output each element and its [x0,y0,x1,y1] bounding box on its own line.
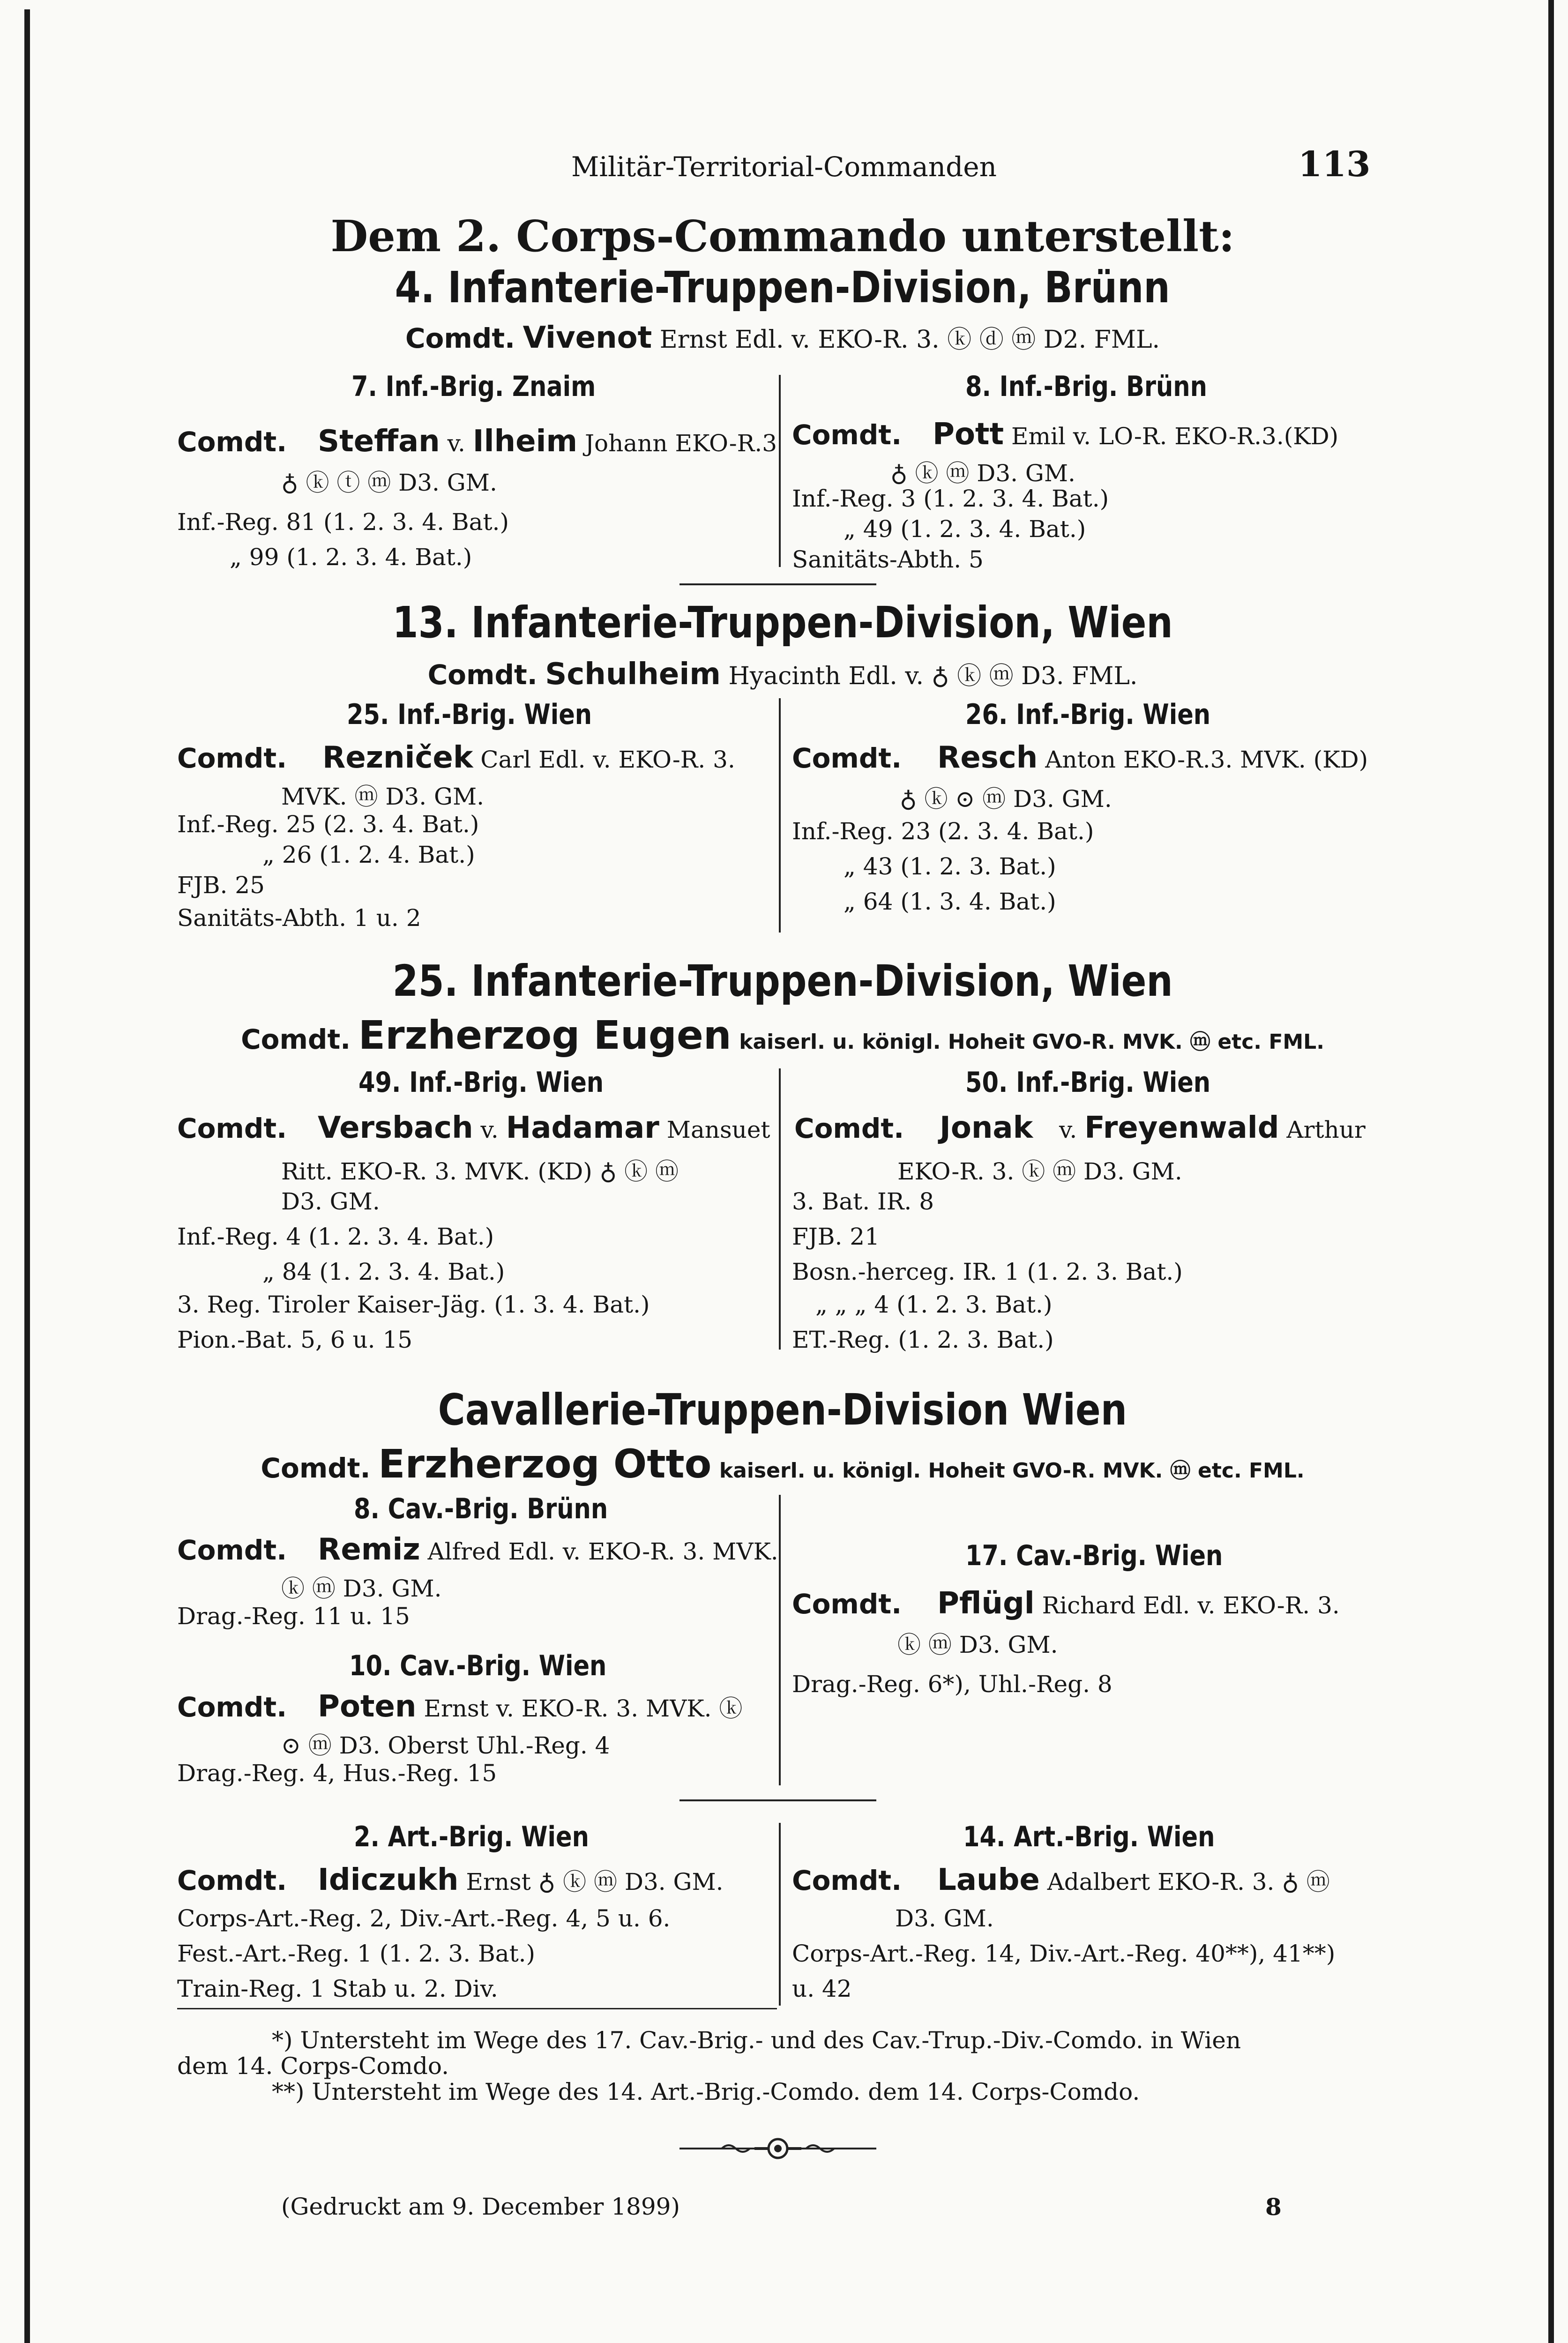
art-left-line2: Corps-Art.-Reg. 2, Div.-Art.-Reg. 4, 5 u. 6. [177,1905,671,1932]
div4-comdt-label: Comdt. [405,322,515,354]
separator-rule [679,583,876,585]
div25-column-divider [779,1068,781,1350]
cav-b10-comdt-label: Comdt. [177,1691,287,1723]
div13-commander [159,656,1406,692]
div13-left-line6: Sanitäts-Abth. 1 u. 2 [177,904,421,932]
cav-b17-comdt-label: Comdt. [792,1588,902,1620]
div13-left-commander [177,740,735,775]
div25-left-comdt-label: Comdt. [177,1112,287,1144]
div4-right-line3: Inf.-Reg. 3 (1. 2. 3. 4. Bat.) [792,485,1109,512]
art-left-commander [177,1863,724,1897]
art-right-line2: D3. GM. [895,1905,994,1932]
footnote-1-line1: *) Untersteht im Wege des 17. Cav.-Brig.- und des Cav.-Trup.-Div.-Comdo. in Wien [272,2027,1241,2054]
div13-heading-wrap [159,597,1406,648]
cav-column-divider [779,1495,781,1785]
div25-right-comdt-name2: Freyenwald [1084,1111,1279,1145]
div25-left-line5: „ 84 (1. 2. 3. 4. Bat.) [262,1258,505,1285]
cav-b8-commander [177,1532,778,1567]
art-left-line4: Train-Reg. 1 Stab u. 2. Div. [177,1975,498,2002]
div25-left-commander [177,1111,770,1145]
div4-left-comdt-name: Steffan [318,424,440,459]
div25-right-line7: ET.-Reg. (1. 2. 3. Bat.) [792,1326,1054,1353]
div13-right-comdt-label: Comdt. [792,742,902,774]
div13-right-comdt-rest: Anton EKO-R.3. MVK. (KD) [1045,746,1368,773]
div25-right-comdt-label: Comdt. [794,1112,904,1144]
cav-comdt-rest: kaiserl. u. königl. Hoheit GVO-R. MVK. ⓜ etc. FML. [719,1459,1305,1483]
div4-left-comdt-rest: Johann EKO-R.3 [585,430,777,457]
div13-column-divider [779,698,781,933]
cav-b8-comdt-name: Remiz [318,1532,420,1567]
div25-left-v: v. [480,1116,499,1143]
div25-commander [159,1012,1406,1058]
div25-left-comdt-name2: Hadamar [506,1111,659,1145]
div13-title: 13. Infanterie-Truppen-Division, Wien [392,597,1173,648]
cav-b8-comdt-label: Comdt. [177,1534,287,1566]
div13-right-line5: „ 64 (1. 3. 4. Bat.) [844,888,1056,915]
div13-right-line4: „ 43 (1. 2. 3. Bat.) [844,853,1056,880]
footnote-1-line2: dem 14. Corps-Comdo. [177,2052,449,2080]
main-heading: Dem 2. Corps-Commando unterstellt: [330,211,1235,261]
div4-title: 4. Infanterie-Truppen-Division, Brünn [395,262,1171,313]
div13-right-comdt-name: Resch [937,740,1038,775]
div25-left-line7: Pion.-Bat. 5, 6 u. 15 [177,1326,413,1353]
div4-left-comdt-name2: Ilheim [472,424,578,459]
div13-comdt-label: Comdt. [427,659,538,691]
div4-right-comdt-name: Pott [933,417,1004,452]
art-right-comdt-name: Laube [937,1863,1040,1897]
div4-right-line2: ♁ ⓚ ⓜ D3. GM. [890,460,1075,487]
div25-right-comdt-name: Jonak [940,1111,1033,1145]
div4-comdt-rest: Ernst Edl. v. EKO-R. 3. ⓚ ⓓ ⓜ D2. FML. [659,326,1160,354]
div13-left-line4: „ 26 (1. 2. 4. Bat.) [262,841,475,868]
div4-right-comdt-label: Comdt. [792,419,902,451]
div4-commander [159,320,1406,355]
div4-left-v: v. [447,430,465,457]
art-right-line3: Corps-Art.-Reg. 14, Div.-Art.-Reg. 40**), 41**) [792,1940,1336,1967]
cav-b10-head: 10. Cav.-Brig. Wien [349,1649,607,1682]
cav-b8-comdt-rest: Alfred Edl. v. EKO-R. 3. MVK. [427,1538,778,1565]
div13-right-line3: Inf.-Reg. 23 (2. 3. 4. Bat.) [792,818,1094,845]
footer-printed-date: (Gedruckt am 9. December 1899) [281,2193,680,2220]
div4-heading-wrap [159,262,1406,313]
footnote-rule [177,2008,777,2009]
art-left-comdt-rest: Ernst ♁ ⓚ ⓜ D3. GM. [466,1868,724,1895]
cav-b17-comdt-name: Pflügl [937,1586,1035,1621]
art-left-comdt-label: Comdt. [177,1865,287,1896]
div4-column-divider [779,375,781,567]
div13-right-line2: ♁ ⓚ ⊙ ⓜ D3. GM. [900,785,1112,813]
div25-right-line5: Bosn.-herceg. IR. 1 (1. 2. 3. Bat.) [792,1258,1183,1285]
div25-left-brigade-head: 49. Inf.-Brig. Wien [358,1066,604,1099]
art-right-comdt-rest: Adalbert EKO-R. 3. ♁ ⓜ [1047,1868,1330,1895]
div13-left-comdt-label: Comdt. [177,742,287,774]
div25-left-line4: Inf.-Reg. 4 (1. 2. 3. 4. Bat.) [177,1223,494,1250]
cav-b8-line2: ⓚ ⓜ D3. GM. [281,1575,442,1602]
div13-left-line2: MVK. ⓜ D3. GM. [281,783,485,810]
page-border-left [24,9,30,2343]
div4-right-commander [792,417,1338,452]
div4-left-line3: Inf.-Reg. 81 (1. 2. 3. 4. Bat.) [177,508,509,536]
cav-heading-wrap [159,1385,1406,1435]
div25-right-line6: „ „ „ 4 (1. 2. 3. Bat.) [815,1291,1053,1318]
separator-rule [679,1799,876,1801]
art-right-head: 14. Art.-Brig. Wien [963,1821,1215,1853]
cav-b17-head: 17. Cav.-Brig. Wien [965,1539,1223,1572]
div4-comdt-name: Vivenot [523,321,652,355]
cav-b8-head: 8. Cav.-Brig. Brünn [354,1492,608,1525]
div25-right-v: v. [1059,1116,1077,1143]
div25-right-commander [794,1111,1366,1145]
cav-b17-comdt-rest: Richard Edl. v. EKO-R. 3. [1042,1592,1340,1619]
div13-right-brigade-head: 26. Inf.-Brig. Wien [965,698,1211,731]
cav-comdt-label: Comdt. [261,1452,371,1484]
div25-comdt-name: Erzherzog Eugen [358,1012,732,1058]
cav-b10-comdt-rest: Ernst v. EKO-R. 3. MVK. ⓚ [424,1695,743,1722]
cav-b8-line3: Drag.-Reg. 11 u. 15 [177,1603,410,1630]
div4-right-comdt-rest: Emil v. LO-R. EKO-R.3.(KD) [1011,423,1339,450]
cav-b17-line3: Drag.-Reg. 6*), Uhl.-Reg. 8 [792,1671,1113,1698]
div25-left-line6: 3. Reg. Tiroler Kaiser-Jäg. (1. 3. 4. Bat.) [177,1291,650,1318]
div13-comdt-rest: Hyacinth Edl. v. ♁ ⓚ ⓜ D3. FML. [728,662,1138,690]
div13-left-comdt-name: Rezniček [322,740,473,775]
div25-left-line2: Ritt. EKO-R. 3. MVK. (KD) ♁ ⓚ ⓜ [281,1158,679,1185]
div13-left-line5: FJB. 25 [177,872,265,899]
div13-comdt-name: Schulheim [545,657,721,692]
cav-b10-line2: ⊙ ⓜ D3. Oberst Uhl.-Reg. 4 [281,1732,610,1759]
page-border-right [1548,0,1554,2343]
div25-left-comdt-name: Versbach [318,1111,473,1145]
div25-comdt-rest: kaiserl. u. königl. Hoheit GVO-R. MVK. ⓜ etc. FML. [739,1030,1324,1054]
art-left-line3: Fest.-Art.-Reg. 1 (1. 2. 3. Bat.) [177,1940,536,1967]
art-right-line4: u. 42 [792,1975,852,2002]
cav-commander [159,1441,1406,1487]
footer-signature: 8 [1265,2193,1282,2221]
div25-right-line3: 3. Bat. IR. 8 [792,1188,934,1215]
div4-left-comdt-label: Comdt. [177,426,287,458]
div13-left-brigade-head: 25. Inf.-Brig. Wien [347,698,592,731]
div25-right-line4: FJB. 21 [792,1223,880,1250]
div25-left-comdt-rest: Mansuet [666,1116,770,1143]
div25-left-line3: D3. GM. [281,1188,380,1215]
page-number: 113 [1298,144,1371,185]
div4-left-line2: ♁ ⓚ ⓣ ⓜ D3. GM. [281,469,497,496]
art-right-comdt-label: Comdt. [792,1865,902,1896]
div25-right-brigade-head: 50. Inf.-Brig. Wien [965,1066,1211,1099]
div25-heading-wrap [159,956,1406,1006]
div13-right-commander [792,740,1368,775]
div4-left-commander [177,424,777,459]
div25-title: 25. Infanterie-Truppen-Division, Wien [392,956,1173,1006]
ornament-divider-icon [679,2137,876,2160]
cav-b10-commander [177,1689,742,1724]
div25-right-comdt-rest: Arthur [1286,1116,1366,1143]
cav-comdt-name: Erzherzog Otto [378,1441,712,1487]
art-right-commander [792,1863,1330,1897]
div4-right-brigade-head: 8. Inf.-Brig. Brünn [965,370,1207,403]
cav-b17-line2: ⓚ ⓜ D3. GM. [897,1631,1058,1658]
cav-b10-comdt-name: Poten [318,1689,417,1724]
div25-right-line2: EKO-R. 3. ⓚ ⓜ D3. GM. [897,1158,1182,1185]
div13-left-comdt-rest: Carl Edl. v. EKO-R. 3. [480,746,735,773]
art-column-divider [779,1823,781,2006]
div25-comdt-label: Comdt. [241,1023,351,1055]
cav-b17-commander [792,1586,1340,1621]
div4-right-line5: Sanitäts-Abth. 5 [792,546,984,573]
art-left-comdt-name: Idiczukh [318,1863,459,1897]
div13-left-line3: Inf.-Reg. 25 (2. 3. 4. Bat.) [177,811,479,838]
cav-b10-line3: Drag.-Reg. 4, Hus.-Reg. 15 [177,1760,497,1787]
cav-title: Cavallerie-Truppen-Division Wien [438,1385,1127,1435]
div4-left-line4: „ 99 (1. 2. 3. 4. Bat.) [230,544,472,571]
div4-right-line4: „ 49 (1. 2. 3. 4. Bat.) [844,515,1086,543]
running-header-title: Militär-Territorial-Commanden [571,151,997,183]
footnote-2: **) Untersteht im Wege des 14. Art.-Brig.-Comdo. dem 14. Corps-Comdo. [272,2078,1140,2105]
art-left-head: 2. Art.-Brig. Wien [354,1821,589,1853]
div4-left-brigade-head: 7. Inf.-Brig. Znaim [351,370,596,403]
